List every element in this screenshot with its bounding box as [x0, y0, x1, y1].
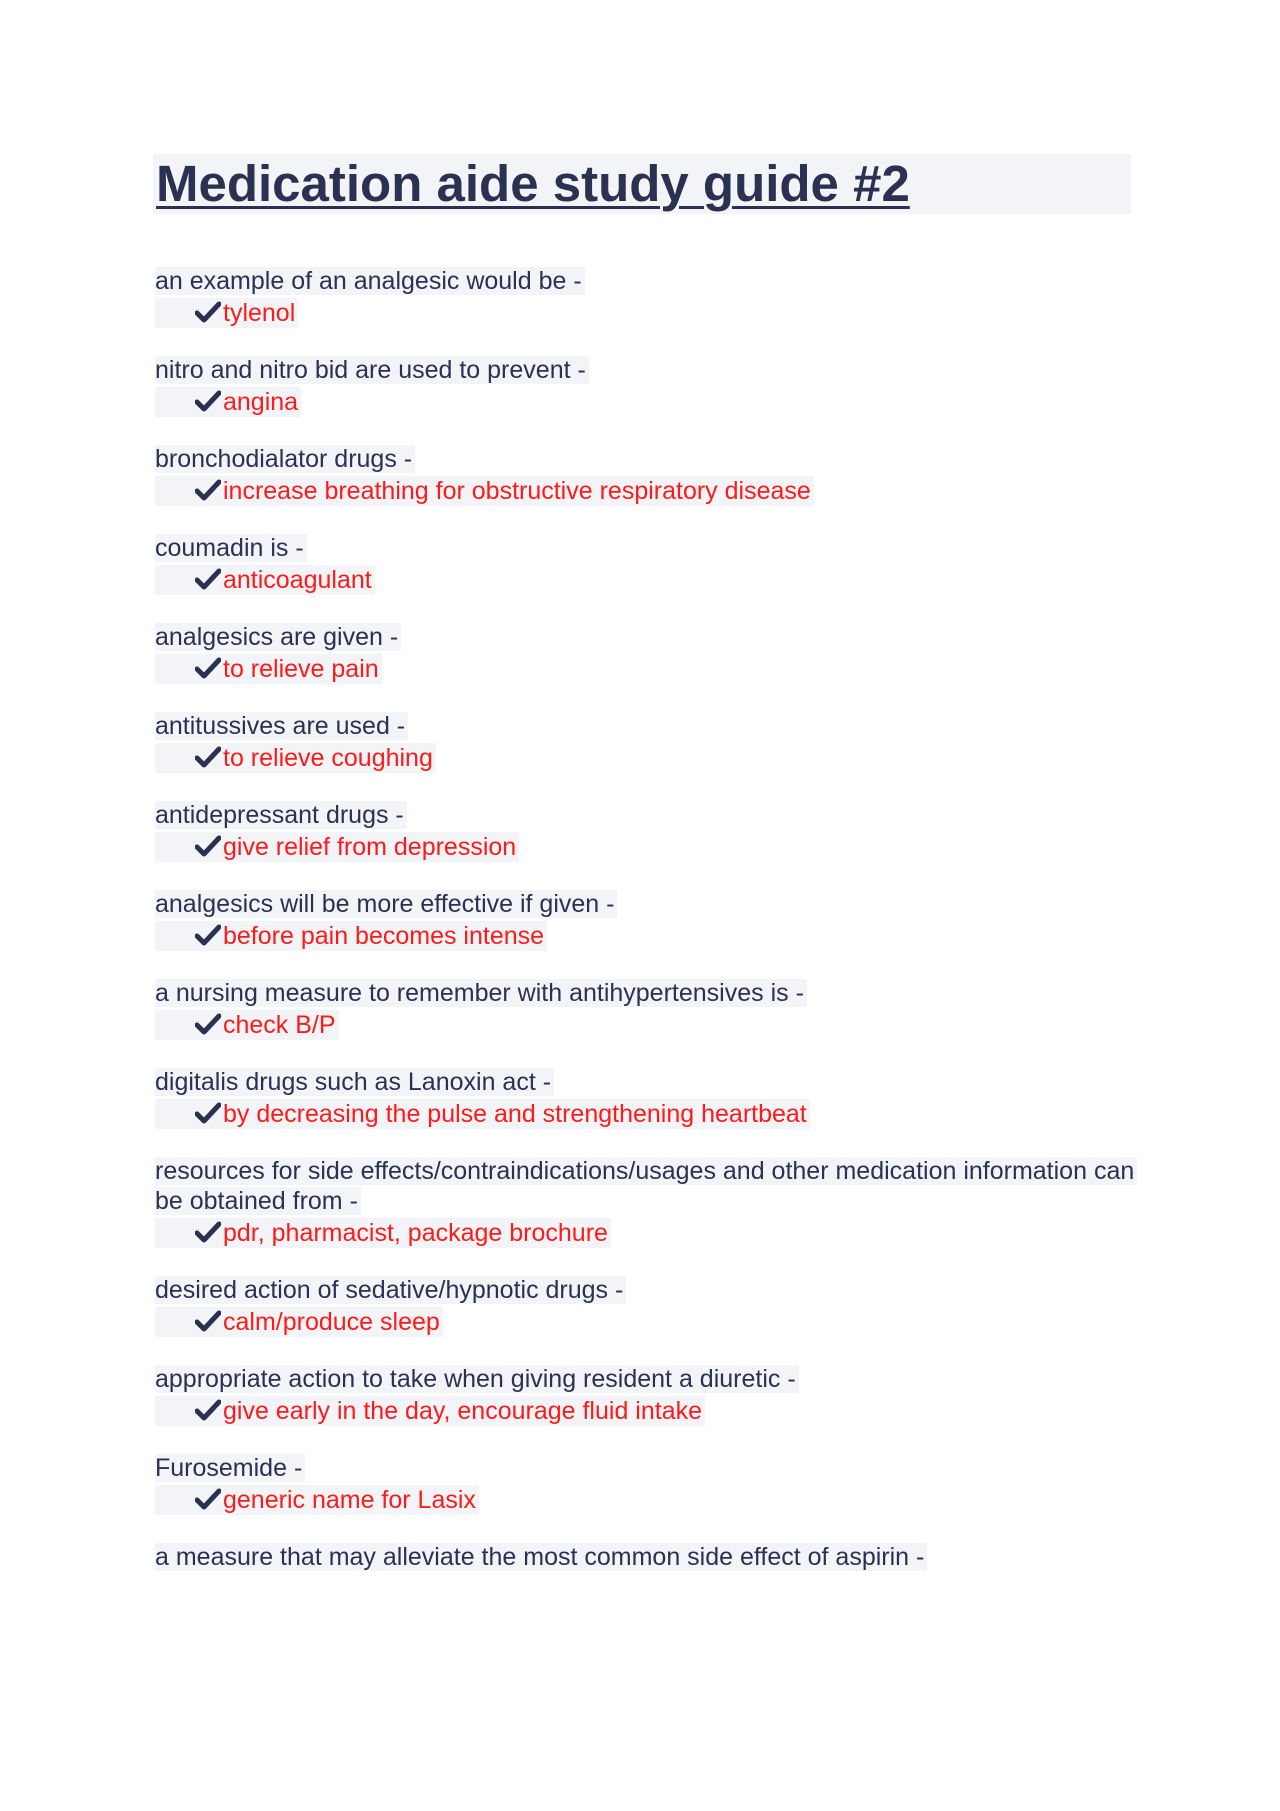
answer	[155, 1396, 705, 1426]
qa-item	[155, 444, 1135, 506]
answer-text: anticoagulant	[223, 566, 372, 594]
answer-text: to relieve coughing	[223, 744, 433, 772]
checkmark-icon	[195, 657, 221, 679]
answer	[155, 1010, 339, 1040]
checkmark-icon	[195, 568, 221, 590]
answer-row	[155, 1010, 1135, 1040]
answer	[155, 921, 547, 951]
qa-item	[155, 1067, 1135, 1129]
checkmark-icon	[195, 1399, 221, 1421]
checkmark-icon	[195, 835, 221, 857]
answer-text: angina	[223, 388, 299, 416]
question-text: resources for side effects/contraindications/usages and other medication information can be obtained from -	[155, 1157, 1137, 1215]
answer-text: give relief from depression	[223, 833, 517, 861]
question-text: a nursing measure to remember with antihypertensives is -	[155, 979, 807, 1007]
answer-text: tylenol	[223, 299, 296, 327]
answer-text: generic name for Lasix	[223, 1486, 476, 1514]
checkmark-icon	[195, 1013, 221, 1035]
answer	[155, 476, 814, 506]
question-text: antidepressant drugs -	[155, 801, 407, 829]
answer-row	[155, 565, 1135, 595]
qa-item	[155, 1156, 1135, 1248]
qa-item	[155, 1275, 1135, 1337]
question-text: a measure that may alleviate the most common side effect of aspirin -	[155, 1543, 927, 1571]
checkmark-icon	[195, 924, 221, 946]
question-text: an example of an analgesic would be -	[155, 267, 585, 295]
page-title: Medication aide study guide #2	[156, 155, 910, 212]
qa-item	[155, 1364, 1135, 1426]
answer-row	[155, 387, 1135, 417]
qa-item	[155, 711, 1135, 773]
answer	[155, 387, 301, 417]
checkmark-icon	[195, 746, 221, 768]
answer	[155, 1307, 443, 1337]
question-text: desired action of sedative/hypnotic drugs -	[155, 1276, 626, 1304]
checkmark-icon	[195, 1488, 221, 1510]
question-answer-list	[155, 266, 1135, 1599]
answer-text: before pain becomes intense	[223, 922, 545, 950]
checkmark-icon	[195, 1102, 221, 1124]
checkmark-icon	[195, 301, 221, 323]
qa-item	[155, 1453, 1135, 1515]
answer	[155, 832, 519, 862]
question-text: analgesics will be more effective if given -	[155, 890, 617, 918]
qa-item	[155, 533, 1135, 595]
answer-row	[155, 743, 1135, 773]
answer-text: pdr, pharmacist, package brochure	[223, 1219, 608, 1247]
question-text: coumadin is -	[155, 534, 307, 562]
answer-row	[155, 832, 1135, 862]
question-text: nitro and nitro bid are used to prevent -	[155, 356, 589, 384]
checkmark-icon	[195, 479, 221, 501]
answer-row	[155, 476, 1135, 506]
question-text: antitussives are used -	[155, 712, 408, 740]
answer-text: by decreasing the pulse and strengthening heartbeat	[223, 1100, 807, 1128]
answer	[155, 1099, 810, 1129]
answer	[155, 565, 375, 595]
checkmark-icon	[195, 390, 221, 412]
question-text: Furosemide -	[155, 1454, 305, 1482]
question-text: appropriate action to take when giving resident a diuretic -	[155, 1365, 799, 1393]
checkmark-icon	[195, 1310, 221, 1332]
answer-text: calm/produce sleep	[223, 1308, 440, 1336]
answer-row	[155, 1485, 1135, 1515]
qa-item	[155, 800, 1135, 862]
answer-row	[155, 654, 1135, 684]
answer-row	[155, 1396, 1135, 1426]
answer-text: give early in the day, encourage fluid intake	[223, 1397, 703, 1425]
question-text: analgesics are given -	[155, 623, 401, 651]
checkmark-icon	[195, 1221, 221, 1243]
answer	[155, 1485, 479, 1515]
answer-row	[155, 298, 1135, 328]
answer-row	[155, 921, 1135, 951]
qa-item	[155, 266, 1135, 328]
answer-text: to relieve pain	[223, 655, 379, 683]
qa-item	[155, 978, 1135, 1040]
question-text: bronchodialator drugs -	[155, 445, 415, 473]
qa-item	[155, 889, 1135, 951]
qa-item	[155, 355, 1135, 417]
answer	[155, 654, 382, 684]
answer	[155, 1218, 611, 1248]
answer-row	[155, 1218, 1135, 1248]
question-text: digitalis drugs such as Lanoxin act -	[155, 1068, 554, 1096]
answer	[155, 743, 436, 773]
qa-item	[155, 1542, 1135, 1572]
answer-text: increase breathing for obstructive respiratory disease	[223, 477, 811, 505]
answer-text: check B/P	[223, 1011, 336, 1039]
answer-row	[155, 1099, 1135, 1129]
answer	[155, 298, 298, 328]
answer-row	[155, 1307, 1135, 1337]
qa-item	[155, 622, 1135, 684]
